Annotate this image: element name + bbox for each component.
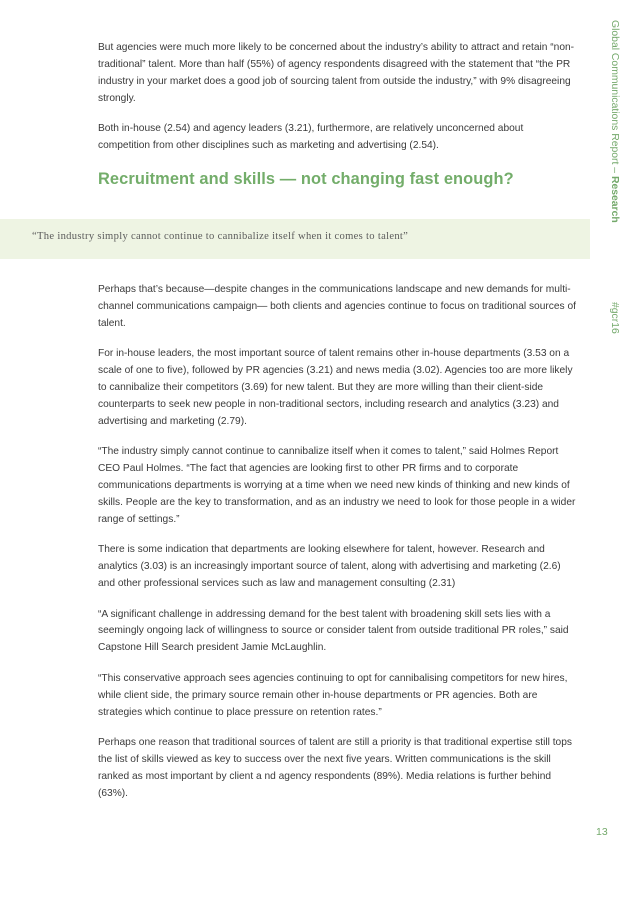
body-section — [98, 282, 576, 803]
body-paragraph: Perhaps one reason that traditional sources of talent are still a priority is that traditional expertise still tops the list of skills viewed as key to success over the next five years. Written communications is the skill ranked as most important by client a nd agency respondents (89%). Media relations is further behind (63%). — [98, 736, 572, 799]
body-paragraph: There is some indication that departments are looking elsewhere for talent, however. Research and analytics (3.03) is an increasingly important source of talent, along with advertising and marketing (2.6) and other professional services such as law and management consulting (2.31) — [98, 544, 561, 590]
running-header-rotated — [586, 20, 620, 350]
section-label: Research — [609, 175, 620, 223]
page-number: 13 — [596, 826, 608, 838]
body-paragraph: “A significant challenge in addressing demand for the best talent with broadening skill sets lies with a seemingly ongoing lack of willingness to source or consider talent from outside traditional PR roles,” said Capstone Hill Search president Jamie McLaughlin. — [98, 608, 569, 654]
hashtag: #gcr16 — [609, 302, 620, 334]
intro-paragraph: But agencies were much more likely to be concerned about the industry’s ability to attract and retain “non-traditional” talent. More than half (55%) of agency respondents disagreed with the statement that “the PR industry in your market does a good job of sourcing talent from outside the industry,” with 9% disagreeing strongly. — [98, 42, 575, 104]
pull-quote: “The industry simply cannot continue to cannibalize itself when it comes to talent” — [32, 231, 409, 242]
running-header — [586, 20, 620, 350]
intro-section — [98, 40, 576, 154]
body-paragraph: “This conservative approach sees agencies continuing to opt for cannibalising competitors for new hires, while client side, the primary source remain other in-house departments or PR agencies. Both are strategies which continue to place pressure on retention rates.” — [98, 672, 568, 718]
body-paragraph: For in-house leaders, the most important source of talent remains other in-house departments (3.53 on a scale of one to five), followed by PR agencies (3.21) and news media (3.02). Agencies too are more likely to cannibalize their competitors (3.69) for new talent. But they are more willing than their client-side counterparts to seek new people in non-traditional sectors, including research and analytics (3.23) and advertising and marketing (2.79). — [98, 348, 573, 427]
section-heading: Recruitment and skills — not changing fast enough? — [98, 170, 514, 188]
intro-paragraph: Both in-house (2.54) and agency leaders (3.21), furthermore, are relatively unconcerned about competition from other disciplines such as marketing and advertising (2.54). — [98, 122, 524, 151]
body-paragraph: “The industry simply cannot continue to cannibalize itself when it comes to talent,” said Holmes Report CEO Paul Holmes. “The fact that agencies are looking first to other PR firms and to corporate communications departments is worrying at a time when we need new kinds of thinking and new kinds of skills. People are the key to transformation, and as an industry we need to look for those people in a wider range of settings.” — [98, 446, 576, 525]
pull-quote-band — [0, 219, 590, 259]
body-paragraph: Perhaps that’s because—despite changes in the communications landscape and new demands for multi-channel communications campaign— both clients and agencies continue to focus on traditional sources of talent. — [98, 284, 576, 329]
report-title: Global Communications Report – — [609, 20, 620, 176]
